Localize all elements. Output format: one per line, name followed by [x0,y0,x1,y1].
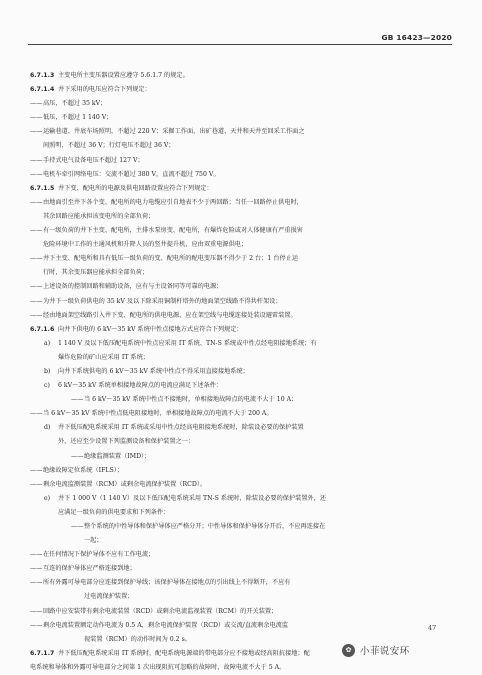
clause-number: 6.7.1.6 [30,325,55,333]
line-text: 一起； [84,537,103,545]
text-line [30,478,454,492]
line-text: 高压，不超过 35 kV； [43,100,107,108]
line-text: 井下 1 000 V（1 140 V）及以下低压配电系统采用 TN-S 系统时，除装设必要的保护装置外，还 [58,494,327,502]
text-line [30,69,454,83]
dash-marker: —— [30,255,43,263]
line-text: 上述设备的控制回路和辅助设备，应有与主设备同等可靠的电源； [43,283,223,291]
text-line [30,562,454,576]
text-line [30,450,454,464]
line-text: 经由地面架空线路引入井下变、配电所的供电电源，应在架空线与电缆连接处装设避雷装置。 [43,311,297,319]
text-line [30,97,454,111]
text-line [30,238,454,252]
line-text: 低压，不超过 1 140 V； [43,114,113,122]
standard-number: GB 16423—2020 [381,33,452,42]
clause-number: 6.7.1.3 [30,72,55,79]
text-line [30,506,454,520]
text-line [30,252,454,266]
dash-marker: —— [30,128,43,136]
line-text: 向井下系统供电的 6 kV～35 kV 系统中性点不得采用直接接地系统； [58,367,249,375]
line-text: 互连的保护导体应严格连接到地； [43,565,136,573]
text-line [30,590,454,604]
text-line [30,280,454,294]
text-line [30,492,454,506]
list-label: a) [44,339,51,347]
text-line [30,182,454,196]
line-text: 剩余电流装置额定动作电流为 0.5 A，剩余电流保护装置（RCD）或交流/直流剩余电流监 [43,621,289,629]
dash-marker: —— [30,297,43,305]
list-label: b) [44,367,51,375]
text-line [30,154,454,168]
dash-marker: —— [30,579,43,587]
dash-marker: —— [30,607,43,615]
text-line [30,534,454,548]
text-line [30,111,454,125]
line-text: 井下变、配电所的电源及供电回路设置应符合下列规定： [58,184,213,192]
line-text: 间照明，不超过 36 V；行灯电压不超过 36 V； [43,142,175,150]
text-line [30,365,454,379]
line-text: 危险环境中工作的主通风机和升降人员的竖井提升机，应由双重电源供电； [43,241,248,249]
line-text: 整个系统的中性导体和保护导体应严格分开；中性导体和保护导体分开后，不应再连接在 [84,523,326,530]
text-line [30,196,454,210]
line-text: 当 6 kV～35 kV 系统中性点低电阻接地时，单相接地故障点的电流不大于 200 A。 [43,410,273,418]
dash-marker: —— [30,156,43,164]
dash-marker: —— [30,198,43,206]
dash-marker: —— [30,621,43,629]
line-text: 1 140 V 及以下低压配电系统中性点应采用 IT 系统、TN-S 系统或中性点经电阻接地系统；有 [58,339,317,347]
text-line [30,337,454,351]
line-text: 绝缘监测装置（IMD）； [84,452,151,460]
dash-marker: —— [30,480,43,488]
text-line [30,295,454,309]
line-text: 电系统和导体和外露可导电部分之间第 1 次出现阻抗可忽略的故障时，故障电流不大于 5 A。 [30,663,286,671]
line-text: 剩余电流监测装置（RCM）或剩余电流保护装置（RCD）。 [43,480,207,488]
line-text: 视装置（RCM）的动作时间为 0.2 s。 [84,635,191,643]
dash-marker: —— [71,523,84,530]
line-text: 为井下一级负荷供电的 35 kV 及以下除采用铜制杆塔外的地面架空线路不得共杆架设； [43,297,282,305]
text-line [30,548,454,562]
dash-marker: —— [71,452,84,460]
line-text: 绝缘故障定位系统（IFLS）； [43,466,124,474]
text-line [30,520,454,534]
page-number: 47 [428,624,437,632]
text-line [30,661,454,675]
line-text: 行时，其余变压器应能承担全部负荷； [43,269,149,277]
line-text: 爆炸危险的矿山应采用 IT 系统； [58,353,149,361]
line-text: 井下低压配电系统采用 IT 系统时，配电系统电源端的带电部分应不接地或经高阻抗接地；配 [58,649,310,657]
text-line [30,619,454,633]
text-line [30,139,454,153]
line-text: 主变电所主变压器设置应遵守 5.6.1.7 的规定。 [58,72,189,79]
clause-number: 6.7.1.5 [30,184,55,192]
dash-marker: —— [30,466,43,474]
line-text: 当 6 kV～35 kV 系统中性点不接地时，单相接地故障点的电流不大于 10 A； [84,396,298,404]
text-line [30,168,454,182]
text-line [30,464,454,478]
line-text: 井下低压配电系统采用 IT 系统或采用中性点经高电阻接地系统时，除装设必要的保护装置 [58,424,304,432]
dash-marker: —— [30,114,43,122]
clause-number: 6.7.1.7 [30,649,55,657]
text-line [30,210,454,224]
clause-number: 6.7.1.4 [30,86,55,94]
list-label: d) [44,424,51,432]
line-text: 应满足一级负荷的供电要求和下列条件： [58,508,170,516]
line-text: 由地面引至井下各个变、配电所的电力电缆应引自地表不少于两回路；当任一回路停止供电时， [43,198,303,206]
dash-marker: —— [30,227,43,235]
text-line [30,576,454,590]
dash-marker: —— [30,410,43,418]
dash-marker: —— [30,100,43,108]
text-line [30,224,454,238]
line-text: 手持式电气设备电压不超过 127 V； [43,156,144,164]
line-text: 运输巷道、井底车场照明，不超过 220 V；采掘工作面、出矿巷道、天井和天井至回采工作面之 [43,128,305,136]
text-line [30,323,454,337]
text-line [30,379,454,393]
dash-marker: —— [30,170,43,178]
text-line [30,407,454,421]
text-line [30,351,454,365]
text-line [30,435,454,449]
line-text: 其余回路应能承担该变电所的全部负荷； [43,212,155,220]
line-text: 向井下供电的 6 kV～35 kV 系统中性点接地方式应符合下列规定： [58,325,243,333]
wechat-logo-icon: ✿ [342,644,355,657]
line-text: 有一级负荷的井下主变、配电所，主排水泵房变、配电所，有爆炸危险或对人体健康有严重损害 [43,227,303,235]
line-text: 6 kV～35 kV 系统单相接地故障点的电流应满足下述条件： [58,382,223,390]
line-text: 井下采用的电压应符合下列规定： [58,86,151,94]
line-text: 回路中应安装带有剩余电流装置（RCD）或剩余电流监视装置（RCM）的开关装置； [43,607,278,615]
text-line [30,266,454,280]
dash-marker: —— [30,565,43,573]
header-rule [28,44,452,45]
text-line [30,125,454,139]
dash-marker: —— [30,551,43,559]
line-text: 在任何情况下保护导体不应有工作电流； [43,551,155,559]
document-body [30,69,454,675]
line-text: 电机车牵引网络电压：交流不超过 380 V，直流不超过 750 V。 [43,170,220,178]
text-line [30,309,454,323]
watermark [342,642,409,658]
dash-marker: —— [71,396,84,404]
text-line [30,605,454,619]
text-line [30,393,454,407]
list-label: e) [44,494,51,502]
line-text: 过电流保护装置； [84,593,134,601]
line-text: 井下主变、配电所和具有低压一级负荷的变、配电所的配电变压器不得少于 2 台；1 台停止运 [43,255,299,263]
text-line [30,421,454,435]
text-line [30,83,454,97]
watermark-text: 小菲说安环 [360,646,410,657]
dash-marker: —— [30,311,43,319]
line-text: 所有外露可导电部分应连接到保护导线；该保护导体在接地点的引出线上不得断开，不应有 [43,579,291,587]
dash-marker: —— [30,283,43,291]
list-label: c) [44,382,50,390]
line-text: 外，还应至少设置下列监测设备和保护装置之一： [58,438,195,446]
